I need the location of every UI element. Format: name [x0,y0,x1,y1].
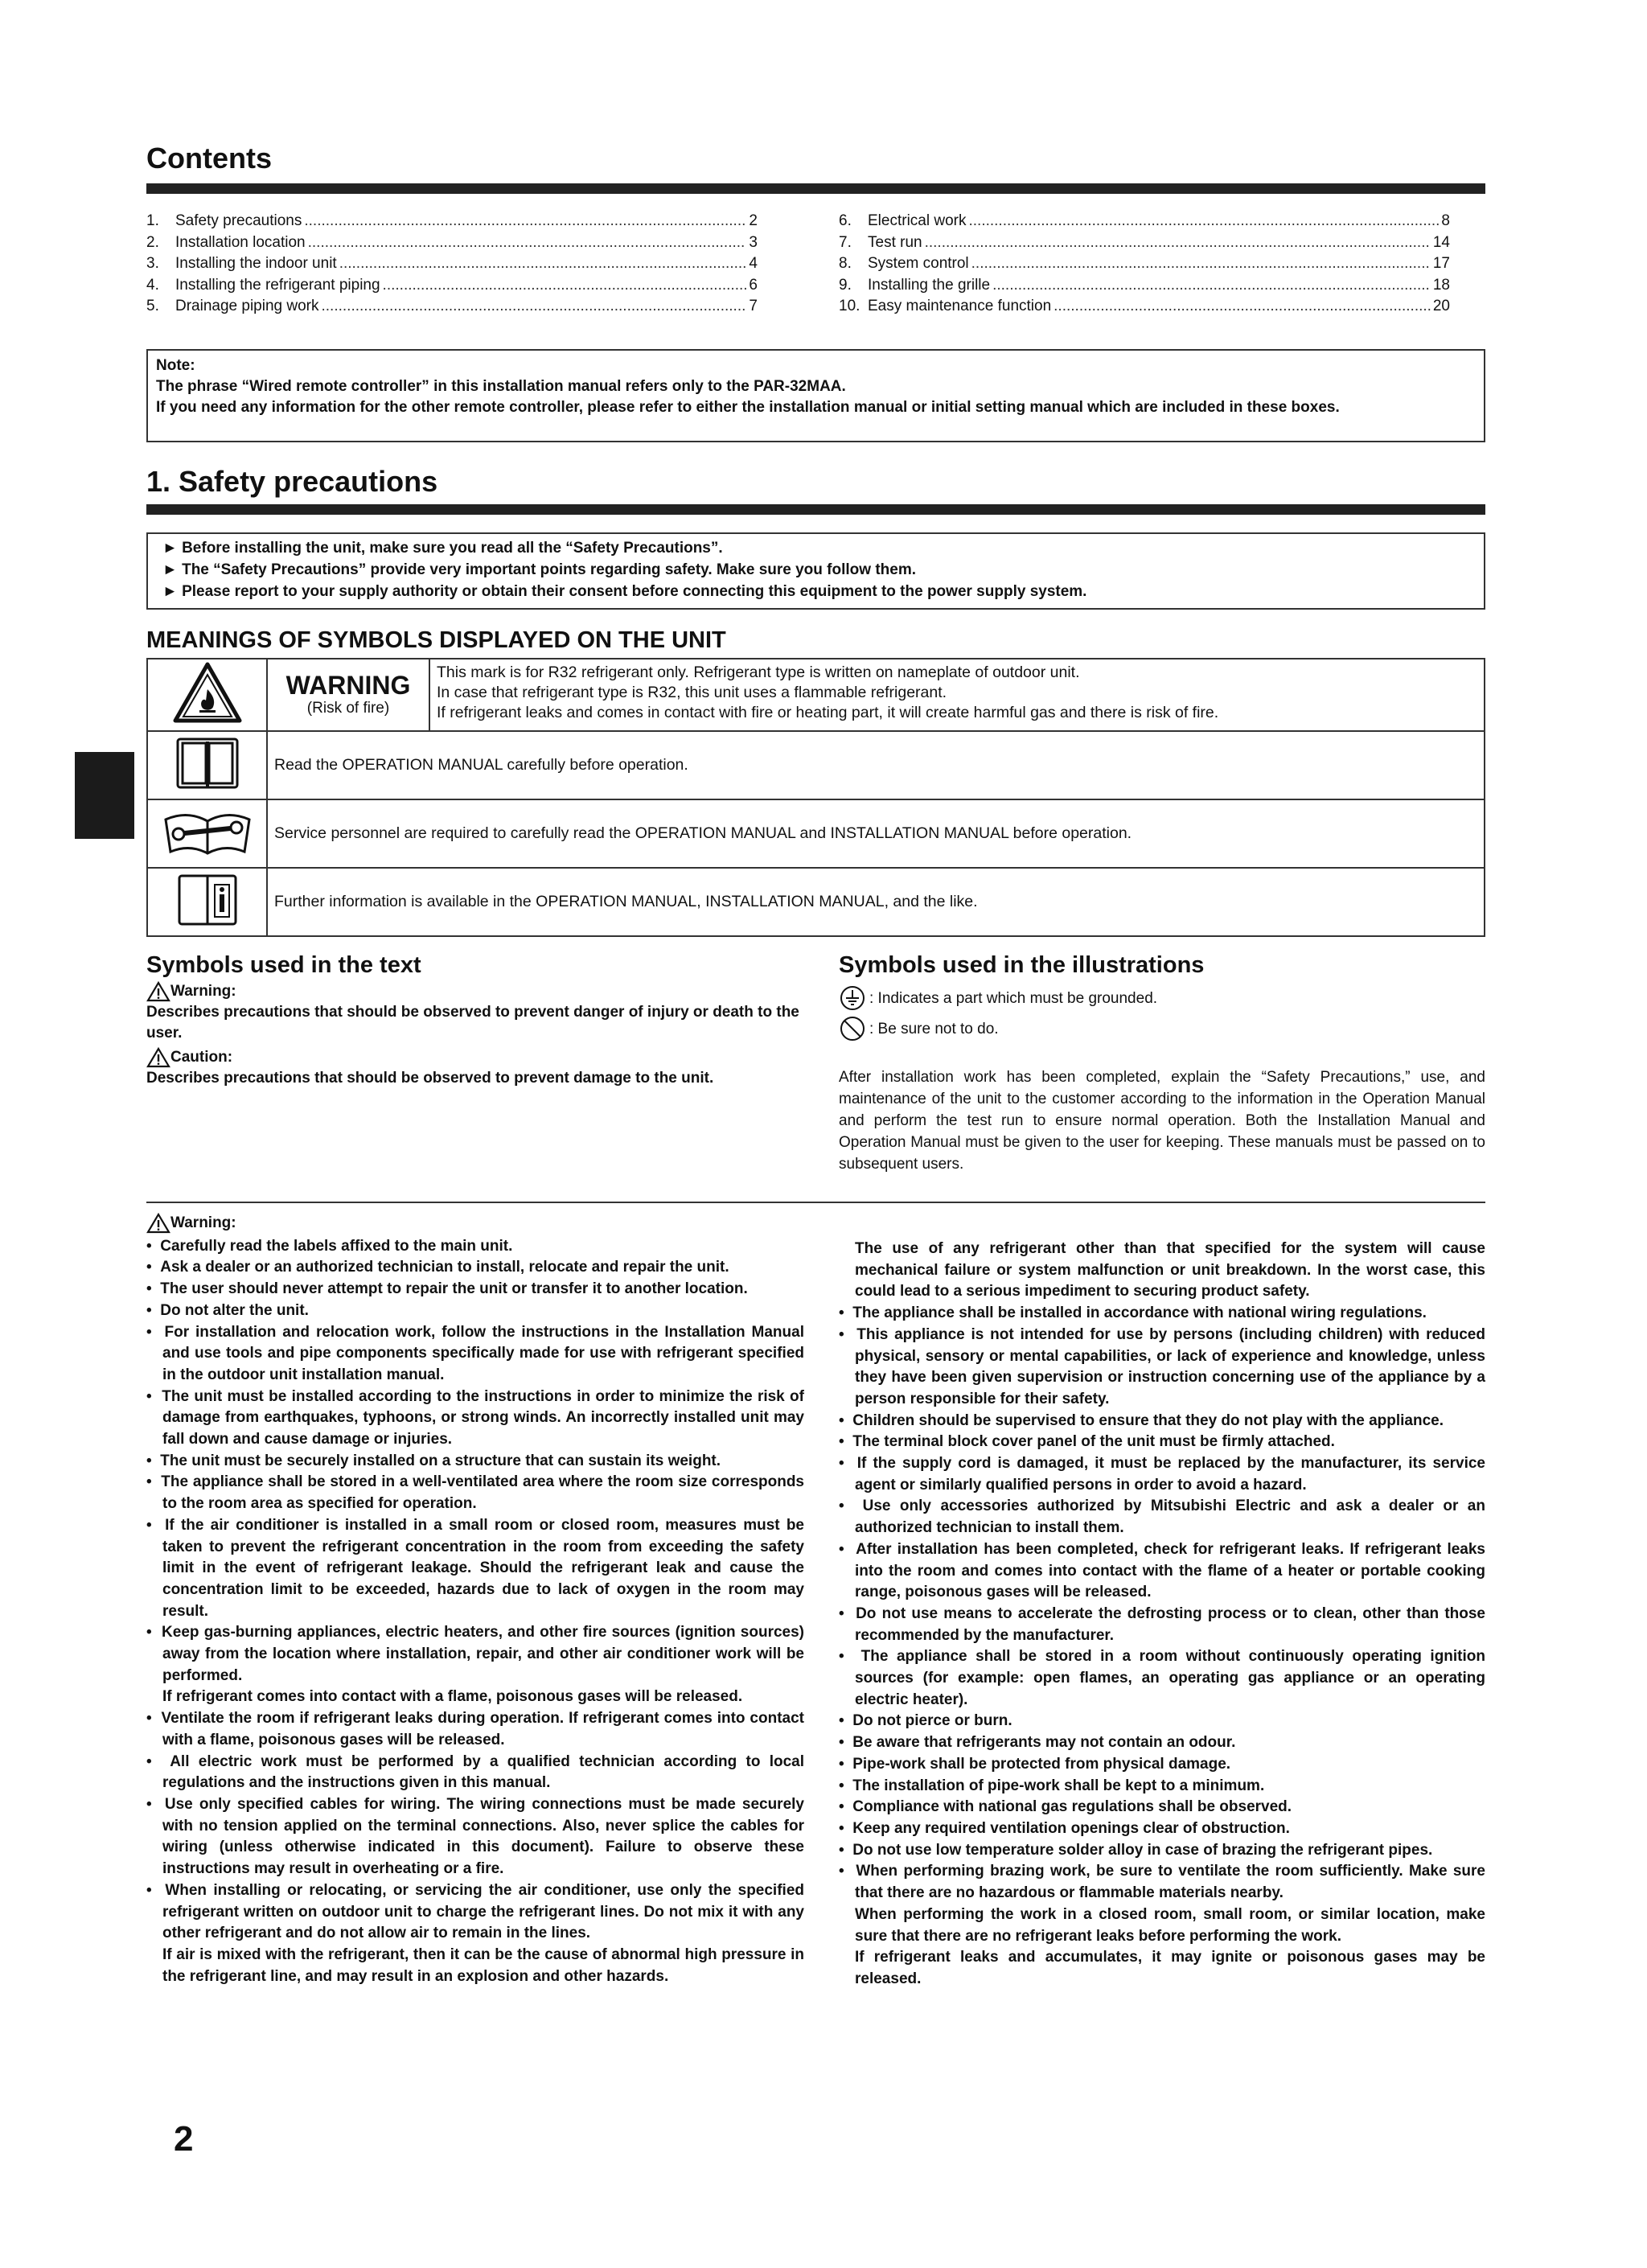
text-warning-label: Warning: [170,983,236,1000]
toc-entry[interactable]: 4. Installing the refrigerant piping ..... 6 [146,275,758,297]
text-symbols [146,951,806,1089]
bullet: • [839,1540,856,1558]
warning-sub: (Risk of fire) [306,700,390,717]
warning-text: If the air conditioner is installed in a small room or closed room, measures must be taken to prevent the refrigerant concentration in the room from exceeding the safety limit in the event of refrigerant leakage. Should the refrigerant leak and cause the concentration limit to be exceeded, hazards due to lack of oxygen in the room may result. [162,1516,804,1620]
bullet: • [839,1648,861,1666]
warning-item [146,1752,804,1794]
contents-rule [146,183,1485,194]
text-caution-desc: Describes precautions that should be observed to prevent damage to the unit. [146,1070,714,1087]
warning-text: For installation and relocation work, follow the instructions in the Installation Manual and use tools and pipe components specifically made for use with refrigerant specified in the outdoor unit installation manual. [162,1323,804,1383]
symbols-table [146,658,1485,937]
contents-title: Contents [146,142,272,175]
warning-text-line: This mark is for R32 refrigerant only. Refrigerant type is written on nameplate of outdoor unit. [437,664,1080,681]
warning-text: Do not use low temperature solder alloy in case of brazing the refrigerant pipes. [852,1841,1433,1859]
bullet: • [146,1323,165,1341]
toc-entry[interactable]: 7. Test run ..... 14 [839,232,1450,254]
warning-text: Be aware that refrigerants may not contain an odour. [852,1734,1236,1752]
toc-entry[interactable]: 9. Installing the grille ..... 18 [839,275,1450,297]
bullet: • [146,1473,162,1491]
ground-text: : Indicates a part which must be grounded. [869,989,1158,1007]
bullet: • [839,1712,853,1730]
warning-text-cell [429,659,1485,731]
info-row-text: Further information is available in the OPERATION MANUAL, INSTALLATION MANUAL, and the like. [267,868,1485,936]
manual-book-icon [147,731,267,799]
toc-entry[interactable]: 2. Installation location ..... 3 [146,232,758,254]
warning-text: When installing or relocating, or servicing the air conditioner, use only the specified refrigerant written on outdoor unit to charge the refrigerant lines. Do not mix it with any other refrigerant and do not allow air to remain in the lines. [162,1881,804,1942]
toc-entry[interactable]: 3. Installing the indoor unit ..... 4 [146,253,758,275]
warning-text: Carefully read the labels affixed to the main unit. [160,1237,513,1255]
warning-text: Keep any required ventilation openings clear of obstruction. [852,1819,1290,1837]
bullet: • [146,1795,165,1813]
warning-text: The appliance shall be installed in accordance with national wiring regulations. [852,1305,1427,1322]
fire-warning-icon [147,659,267,731]
warning-text: If refrigerant leaks and accumulates, it may ignite or poisonous gases may be released. [855,1949,1485,1987]
warning-continuation [839,1239,1485,1303]
warning-item [146,1451,804,1473]
toc-entry[interactable]: 1. Safety precautions ..... 2 [146,211,758,232]
warning-item [839,1732,1485,1754]
warning-text: The unit must be securely installed on a structure that can sustain its weight. [160,1452,721,1469]
bullet: • [146,1881,166,1899]
warnings-right [839,1239,1485,1991]
bullet: • [146,1752,170,1770]
warning-item [839,1861,1485,1904]
toc-entry[interactable]: 8. System control ..... 17 [839,253,1450,275]
section-rule [146,504,1485,515]
warning-item [839,1604,1485,1646]
warning-text: Do not pierce or burn. [852,1712,1012,1730]
warning-label: WARNING [285,671,411,700]
warning-item [146,1300,804,1322]
warning-text: If the supply cord is damaged, it must be replaced by the manufacturer, its service agent or similarly qualified persons in order to avoid a hazard. [855,1455,1485,1494]
manual-row-text: Read the OPERATION MANUAL carefully before operation. [267,731,1485,799]
bullet: • [146,1624,162,1641]
bullet: • [146,1387,162,1405]
warning-text: This appliance is not intended for use by persons (including children) with reduced physical, sensory or mental capabilities, or lack of experience and knowledge, unless they have been given supervision or instruction concerning use of the appliance by a person responsible for their safety. [855,1325,1485,1407]
warning-text: Use only accessories authorized by Mitsubishi Electric and ask a dealer or an authorized technician to install them. [855,1498,1485,1537]
warning-continuation [146,1687,804,1708]
warning-text: If refrigerant comes into contact with a flame, poisonous gases will be released. [162,1688,743,1706]
warning-text: Do not alter the unit. [160,1301,309,1319]
warning-item [146,1794,804,1880]
warning-text: The unit must be installed according to the instructions in order to minimize the risk of damage from earthquakes, typhoons, or strong winds. An incorrectly installed unit may fall down and cause damage or injuries. [162,1387,804,1448]
warning-text: Compliance with national gas regulations shall be observed. [852,1798,1292,1816]
warning-text: The installation of pipe-work shall be kept to a minimum. [852,1777,1265,1794]
caution-triangle-icon [146,1047,170,1068]
warning-text: Use only specified cables for wiring. The wiring connections must be made securely with no tension applied on the terminal connections. Also, never splice the cables for wiring (unless otherwise indicated in this document). Failure to observe these instructions may result in overheating or a fire. [162,1795,804,1878]
warning-text: After installation has been completed, check for refrigerant leaks. If refrigerant leaks into the room and comes into contact with the flame of a heater or portable cooking range, poisonous gases will be released. [855,1540,1485,1601]
warning-item [839,1797,1485,1818]
warning-text: Ask a dealer or an authorized technician to install, relocate and repair the unit. [160,1259,729,1276]
symbols-title: MEANINGS OF SYMBOLS DISPLAYED ON THE UNIT [146,627,726,653]
warning-item [839,1776,1485,1798]
intro-line: ► Before installing the unit, make sure you read all the “Safety Precautions”. [162,540,723,557]
bullet: • [839,1798,853,1816]
warning-item [839,1754,1485,1776]
text-symbols-title: Symbols used in the text [146,952,421,978]
note-title: Note: [156,357,195,374]
warning-text: The user should never attempt to repair the unit or transfer it to another location. [160,1280,748,1298]
warning-text: Do not use means to accelerate the defrosting process or to clean, other than those recommended by the manufacturer. [855,1604,1485,1644]
warning-item [839,1432,1485,1453]
bullet: • [839,1455,857,1473]
bullet: • [146,1710,162,1728]
section-tab [75,752,134,839]
intro-line: ► Please report to your supply authority or obtain their consent before connecting this equipment to the power supply system. [162,583,1087,600]
warning-item [146,1387,804,1451]
intro-box [146,532,1485,610]
warning-triangle-icon [146,1213,170,1234]
warning-item [146,1472,804,1514]
note-line: If you need any information for the other remote controller, please refer to either the installation manual or initial setting manual which are included in these boxes. [156,399,1340,416]
bullet: • [146,1280,161,1298]
warning-text-line: If refrigerant leaks and comes in contact with fire or heating part, it will create harmful gas and there is risk of fire. [437,704,1219,721]
warning-text: The appliance shall be stored in a room without continuously operating ignition sources (for example: open flames, an operating gas appliance or an operating electric heater). [855,1648,1486,1708]
service-row-text: Service personnel are required to carefully read the OPERATION MANUAL and INSTALLATION MANUAL before operation. [267,799,1485,868]
warning-item [146,1515,804,1623]
warnings-label: Warning: [170,1214,236,1231]
bullet: • [839,1325,857,1343]
warning-item [839,1325,1485,1411]
bullet: • [839,1755,853,1773]
warning-item [839,1411,1485,1432]
warning-item [146,1236,804,1258]
warning-text-line: In case that refrigerant type is R32, this unit uses a flammable refrigerant. [437,684,947,701]
warnings-left-list [146,1236,804,1988]
bullet: • [839,1604,856,1622]
illus-symbols [839,951,1485,1175]
toc-entry[interactable]: 6. Electrical work ..... 8 [839,211,1450,232]
warning-item [839,1453,1485,1496]
divider [146,1202,1485,1203]
warning-item [146,1322,804,1387]
toc-entry[interactable]: 5. Drainage piping work ..... 7 [146,296,758,318]
bullet: • [839,1498,863,1515]
warning-item [146,1257,804,1279]
warning-item [839,1303,1485,1325]
text-caution-label: Caution: [170,1049,233,1066]
bullet: • [839,1863,856,1880]
warning-text: When performing brazing work, be sure to ventilate the room sufficiently. Make sure that there are no hazardous or flammable materials nearby. [855,1863,1485,1902]
toc-entry[interactable]: 10. Easy maintenance function ..... 20 [839,296,1450,318]
toc-right [839,211,1450,318]
bullet: • [839,1433,853,1451]
prohibit-icon [839,1015,866,1042]
warning-text: Children should be supervised to ensure that they do not play with the appliance. [852,1411,1444,1429]
warning-text: Pipe-work shall be protected from physical damage. [852,1755,1231,1773]
warning-continuation [839,1947,1485,1990]
warning-item [839,1711,1485,1732]
warning-label-cell [267,659,429,731]
text-warning-desc: Describes precautions that should be observed to prevent danger of injury or death to the user. [146,1004,799,1042]
warnings-left [146,1213,804,1987]
bullet: • [146,1259,161,1276]
warning-text: The terminal block cover panel of the unit must be firmly attached. [852,1433,1335,1451]
warning-item [146,1708,804,1751]
illus-symbols-title: Symbols used in the illustrations [839,952,1205,978]
warning-triangle-icon [146,981,170,1002]
page-number: 2 [174,2119,194,2159]
warning-continuation [146,1945,804,1987]
bullet: • [146,1301,161,1319]
bullet: • [146,1452,161,1469]
warning-item [146,1279,804,1300]
warning-text: Keep gas-burning appliances, electric heaters, and other fire sources (ignition sources) away from the location where installation, repair, and other air conditioner work will be performed. [162,1624,804,1684]
section-title: 1. Safety precautions [146,465,438,498]
intro-line: ► The “Safety Precautions” provide very important points regarding safety. Make sure you follow them. [162,561,916,578]
warning-item [839,1539,1485,1604]
prohibit-text: : Be sure not to do. [869,1020,999,1037]
warning-item [839,1646,1485,1711]
warning-text: When performing the work in a closed room, small room, or similar location, make sure that there are no refrigerant leaks before performing the work. [855,1905,1485,1945]
bullet: • [839,1305,853,1322]
toc-left [146,211,758,318]
bullet: • [146,1516,166,1534]
warning-item [839,1840,1485,1862]
warning-item [146,1880,804,1945]
note-box [146,349,1485,442]
bullet: • [839,1734,853,1752]
bullet: • [146,1237,161,1255]
after-installation-text: After installation work has been completed, explain the “Safety Precautions,” use, and maintenance of the unit to the customer according to the information in the Operation Manual and perform the test run to ensure normal operation. Both the Installation Manual and Operation Manual must be given to the user for keeping. These manuals must be passed on to subsequent users. [839,1069,1485,1173]
warning-item [146,1622,804,1687]
warning-item [839,1496,1485,1539]
ground-icon [839,984,866,1012]
warning-text: The appliance shall be stored in a well-ventilated area where the room size corresponds to the room area as specified for operation. [161,1473,804,1513]
warning-text: If air is mixed with the refrigerant, then it can be the cause of abnormal high pressure in the refrigerant line, and may result in an explosion and other hazards. [162,1945,804,1985]
warning-text: All electric work must be performed by a qualified technician according to local regulations and the instructions given in this manual. [162,1752,804,1792]
warnings-right-list [839,1239,1485,1991]
warning-text: Ventilate the room if refrigerant leaks during operation. If refrigerant comes into contact with a flame, poisonous gases will be released. [161,1710,804,1748]
info-manual-icon [147,868,267,936]
bullet: • [839,1777,853,1794]
warning-continuation [839,1904,1485,1947]
warning-text: The use of any refrigerant other than that specified for the system will cause mechanical failure or system malfunction or unit breakdown. In the worst case, this could lead to a serious impediment to securing product safety. [855,1240,1485,1300]
bullet: • [839,1841,853,1859]
note-line: The phrase “Wired remote controller” in this installation manual refers only to the PAR-32MAA. [156,378,846,395]
bullet: • [839,1819,853,1837]
bullet: • [839,1411,853,1429]
service-manual-icon [147,799,267,868]
warning-item [839,1818,1485,1840]
